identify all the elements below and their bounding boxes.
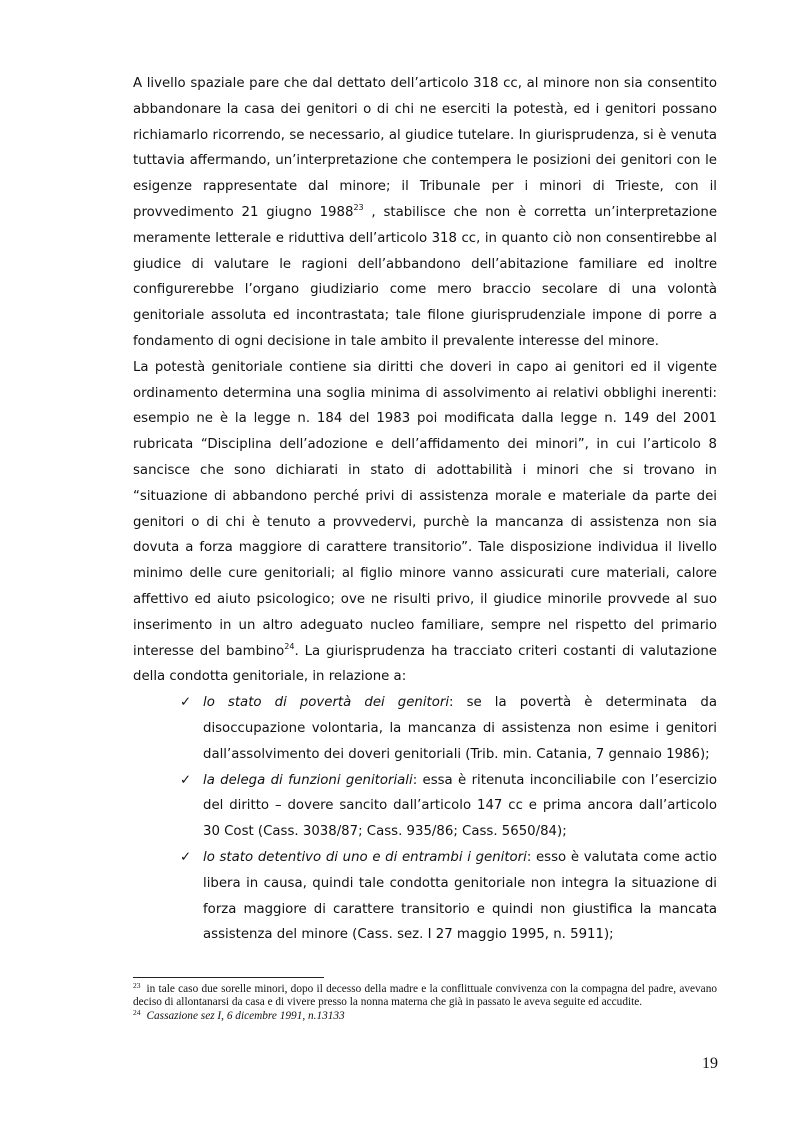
footnote-ref-24: 24 (284, 641, 295, 651)
footnote-text: Cassazione sez I, 6 dicembre 1991, n.13133 (146, 1009, 345, 1022)
list-item-text: : esso è valutata come actio libera in causa, quindi tale condotta genitoriale non integra la situazione di forza maggiore di carattere transitorio e quindi non giustifica la mancata assistenza del minore (Cass. sez. I 27 maggio 1995, n. 5911); (203, 849, 717, 943)
list-item (133, 768, 717, 845)
list-item-title: lo stato detentivo di uno e di entrambi i genitori (203, 849, 527, 865)
paragraph-1 (133, 71, 717, 355)
checkmark-icon: ✓ (180, 849, 192, 865)
checkmark-icon: ✓ (180, 772, 192, 788)
checkmark-icon: ✓ (180, 695, 192, 711)
list-item (133, 690, 717, 767)
paragraph-1-text-end: , stabilisce che non è corretta un’interpretazione meramente letterale e riduttiva dell’articolo 318 cc, in quanto ciò non consentirebbe al giudice di valutare le ragioni dell’abbandono dell’abitazione familiare ed inoltre configurerebbe l’organo giudiziario come mero braccio secolare di una volontà genitoriale assoluta ed incontrastata; tale filone giurisprudenziale impone di porre a fondamento di ogni decisione in tale ambito il prevalente interesse del minore. (133, 204, 718, 349)
criteria-list (133, 690, 717, 948)
footnote-text: in tale caso due sorelle minori, dopo il decesso della madre e la conflittuale convivenza con la compagna del padre, avevano deciso di allontanarsi da casa e di vivere presso la nonna materna che già in passato le aveva seguite ed accudite. (133, 983, 717, 1009)
footnote-23 (133, 983, 717, 1010)
paragraph-2-text-end: . La giurisprudenza ha tracciato criteri costanti di valutazione della condotta genitoriale, in relazione a: (133, 643, 717, 685)
footnotes (133, 983, 717, 1023)
footnote-number: 24 (133, 1007, 141, 1017)
footnote-24 (133, 1007, 717, 1023)
list-item (133, 845, 717, 948)
page-number: 19 (702, 1055, 718, 1072)
main-text (133, 71, 717, 948)
paragraph-2-text-start: La potestà genitoriale contiene sia diritti che doveri in capo ai genitori ed il vigente ordinamento determina una soglia minima di assolvimento ai relativi obblighi inerenti: esempio ne è la legge n. 184 del 1983 poi modificata dalla legge n. 149 del 2001 rubricata “Disciplina dell’adozione e dell’affidamento dei minori”, in cui l’articolo 8 sancisce che sono dichiarati in stato di adottabilità i minori che si trovano in “situazione di abbandono perché privi di assistenza morale e materiale da parte dei genitori o di chi è tenuto a provvedervi, purchè la mancanza di assistenza non sia dovuta a forza maggiore di carattere transitorio”. Tale disposizione individua il livello minimo delle cure genitoriali; al figlio minore vanno assicurati cure materiali, calore affettivo ed aiuto psicologico; ove ne risulti privo, il giudice minorile provvede al suo inserimento in un altro adeguato nucleo familiare, sempre nel rispetto del primario interesse del bambino (133, 359, 717, 659)
list-item-title: la delega di funzioni genitoriali (203, 772, 413, 788)
paragraph-1-text-start: A livello spaziale pare che dal dettato dell’articolo 318 cc, al minore non sia consentito abbandonare la casa dei genitori o di chi ne eserciti la potestà, ed i genitori possano richiamarlo ricorrendo, se necessario, al giudice tutelare. In giurisprudenza, si è venuta tuttavia affermando, un’interpretazione che contempera le posizioni dei genitori con le esigenze rappresentate dal minore; il Tribunale per i minori di Trieste, con il provvedimento 21 giugno 1988 (133, 76, 717, 220)
list-item-title: lo stato di povertà dei genitori (203, 695, 450, 711)
footnote-ref-23: 23 (353, 202, 364, 212)
list-item-text: : se la povertà è determinata da disoccupazione volontaria, la mancanza di assistenza non esime i genitori dall’assolvimento dei doveri genitoriali (Trib. min. Catania, 7 gennaio 1986); (203, 695, 717, 762)
paragraph-2 (133, 355, 717, 690)
footnote-divider (133, 977, 324, 978)
footnote-number: 23 (133, 981, 141, 990)
list-item-text: : essa è ritenuta inconciliabile con l’esercizio del diritto – dovere sancito dall’articolo 147 cc e prima ancora dall’articolo 30 Cost (Cass. 3038/87; Cass. 935/86; Cass. 5650/84); (203, 772, 717, 840)
